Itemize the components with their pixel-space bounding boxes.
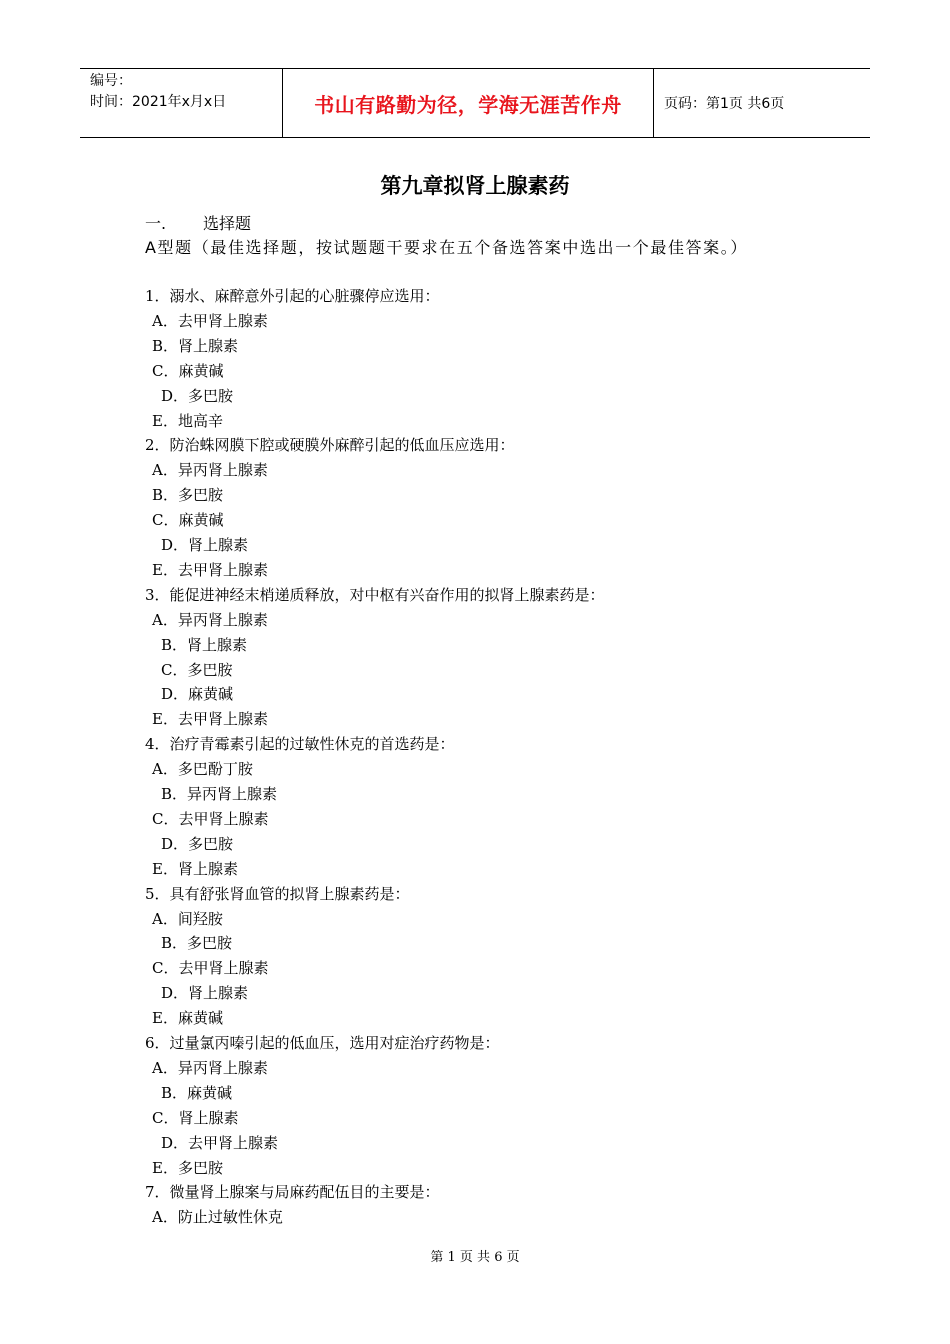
- answer-option: B．肾上腺素: [152, 336, 239, 355]
- question-stem: 4．治疗青霉素引起的过敏性休克的首选药是：: [145, 735, 455, 754]
- answer-option: B．肾上腺素: [161, 635, 248, 654]
- answer-option: E．去甲肾上腺素: [152, 560, 268, 579]
- time-label: 时间：2021年x月x日: [90, 94, 227, 110]
- section-heading: [145, 211, 251, 234]
- page-footer: 第 1 页 共 6 页: [430, 1250, 520, 1265]
- header-page-info: [654, 69, 870, 137]
- question-stem: 2．防治蛛网膜下腔或硬膜外麻醉引起的低血压应选用：: [145, 436, 515, 455]
- answer-option: E．肾上腺素: [152, 859, 238, 878]
- answer-option: D．麻黄碱: [161, 685, 234, 704]
- answer-option: D．肾上腺素: [161, 984, 249, 1003]
- section-label: 选择题: [203, 214, 252, 233]
- answer-option: B．麻黄碱: [161, 1083, 233, 1102]
- answer-option: C．麻黄碱: [152, 511, 224, 530]
- answer-option: A．防止过敏性休克: [152, 1208, 283, 1227]
- number-label: 编号：: [90, 73, 132, 89]
- answer-option: A．去甲肾上腺素: [152, 311, 268, 330]
- question-stem: 6．过量氯丙嗪引起的低血压，选用对症治疗药物是：: [145, 1034, 500, 1052]
- answer-option: D．肾上腺素: [161, 536, 249, 554]
- answer-option: A．异丙肾上腺素: [152, 461, 268, 480]
- answer-option: C．麻黄碱: [152, 361, 224, 380]
- answer-option: C．多巴胺: [161, 660, 233, 679]
- header-meta: [80, 69, 282, 137]
- question-stem: 1．溺水、麻醉意外引起的心脏骤停应选用：: [145, 287, 440, 305]
- answer-option: A．异丙肾上腺素: [152, 610, 268, 629]
- question-stem: 5．具有舒张肾血管的拟肾上腺素药是：: [145, 884, 410, 903]
- answer-option: C．肾上腺素: [152, 1108, 239, 1127]
- answer-option: B．多巴胺: [161, 934, 233, 953]
- answer-option: A．间羟胺: [152, 909, 223, 928]
- answer-option: C．去甲肾上腺素: [152, 809, 269, 828]
- answer-option: E．地高辛: [152, 411, 223, 430]
- answer-option: D．多巴胺: [161, 386, 234, 405]
- answer-option: C．去甲肾上腺素: [152, 959, 269, 978]
- page-info: 页码：第1页 共6页: [664, 96, 785, 112]
- answer-option: E．麻黄碱: [152, 1009, 223, 1028]
- section-number: 一.: [145, 214, 167, 233]
- answer-option: E．多巴胺: [152, 1158, 223, 1177]
- chapter-title: 第九章拟肾上腺素药: [380, 174, 570, 198]
- answer-option: D．去甲肾上腺素: [161, 1133, 279, 1152]
- answer-option: B．异丙肾上腺素: [161, 785, 278, 803]
- answer-option: A．异丙肾上腺素: [152, 1058, 268, 1077]
- question-stem: 7．微量肾上腺案与局麻药配伍目的主要是：: [145, 1183, 440, 1202]
- question-stem: 3．能促进神经末梢递质释放，对中枢有兴奋作用的拟肾上腺素药是：: [145, 585, 605, 604]
- page-header: [80, 68, 870, 138]
- answer-option: A．多巴酚丁胺: [152, 760, 253, 779]
- header-motto-cell: [282, 69, 654, 137]
- answer-option: D．多巴胺: [161, 834, 234, 853]
- answer-option: B．多巴胺: [152, 486, 224, 505]
- motto: 书山有路勤为径，学海无涯苦作舟: [314, 92, 622, 117]
- answer-option: E．去甲肾上腺素: [152, 710, 268, 729]
- instruction-text: A型题（最佳选择题，按试题题干要求在五个备选答案中选出一个最佳答案。）: [145, 238, 748, 257]
